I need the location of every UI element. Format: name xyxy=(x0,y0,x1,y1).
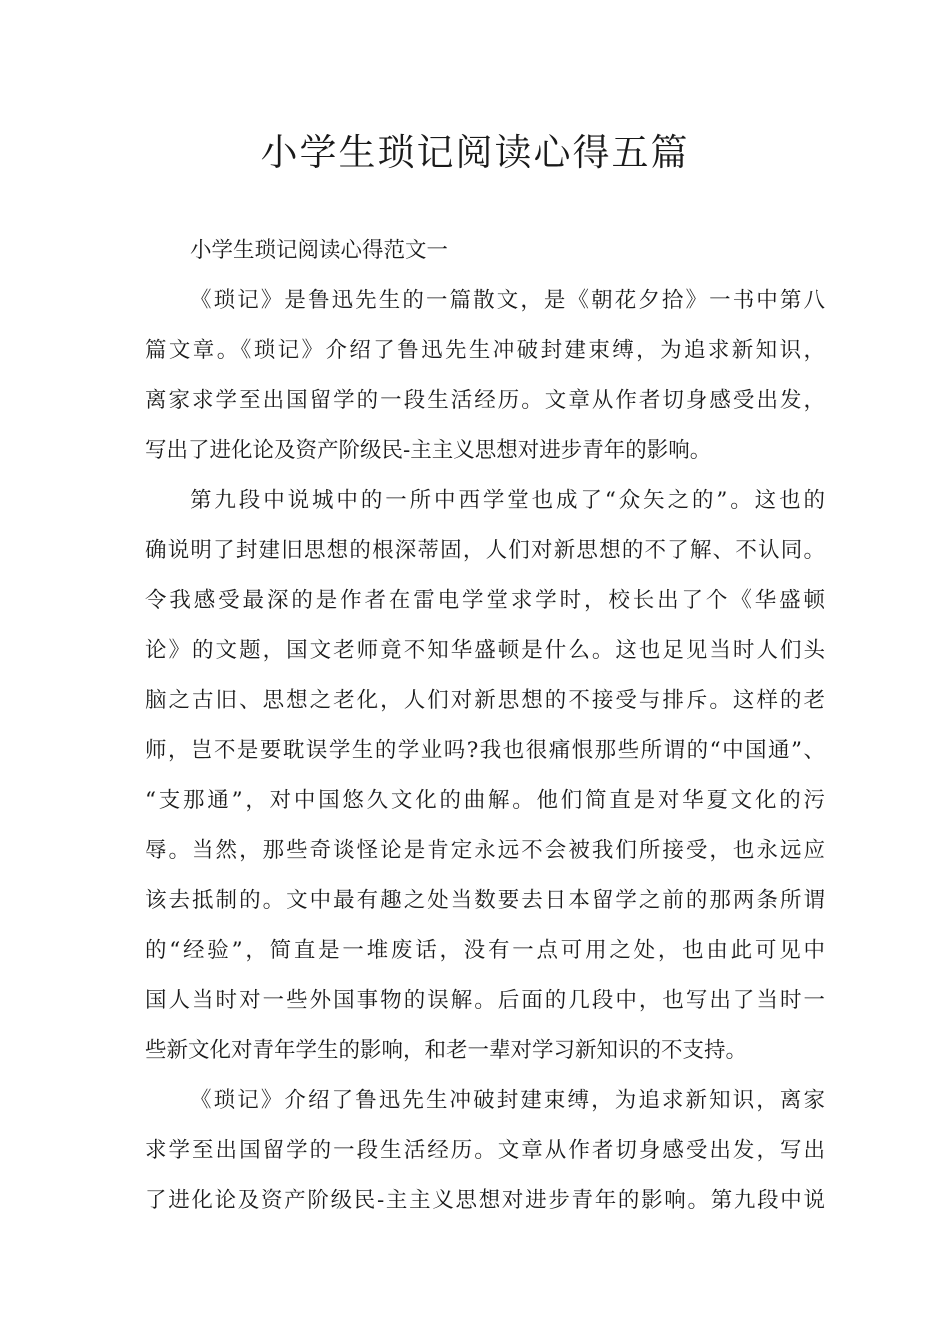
paragraph-line: 《琐记》是鲁迅先生的一篇散文，是《朝花夕拾》一书中第八 xyxy=(190,288,825,313)
paragraph-line: 些新文化对青年学生的影响，和老一辈对学习新知识的不支持。 xyxy=(145,1038,748,1063)
paragraph-line: 求学至出国留学的一段生活经历。文章从作者切身感受出发，写出 xyxy=(145,1138,825,1163)
paragraph-line: “支那通”，对中国悠久文化的曲解。他们简直是对华夏文化的污 xyxy=(145,788,825,813)
paragraph-line: 论》的文题，国文老师竟不知华盛顿是什么。这也足见当时人们头 xyxy=(145,638,825,663)
document-title: 小学生琐记阅读心得五篇 xyxy=(260,131,690,174)
paragraph-line: 该去抵制的。文中最有趣之处当数要去日本留学之前的那两条所谓 xyxy=(145,888,825,913)
paragraph-line: 离家求学至出国留学的一段生活经历。文章从作者切身感受出发， xyxy=(145,388,825,413)
paragraph-line: 师，岂不是要耽误学生的学业吗?我也很痛恨那些所谓的“中国通”、 xyxy=(145,738,825,763)
paragraph-line: 篇文章。《琐记》介绍了鲁迅先生冲破封建束缚，为追求新知识， xyxy=(145,338,825,363)
paragraph-line: 国人当时对一些外国事物的误解。后面的几段中，也写出了当时一 xyxy=(145,988,825,1013)
paragraph-3 xyxy=(145,1076,825,1226)
paragraph-1 xyxy=(145,276,825,476)
paragraph-line: 第九段中说城中的一所中西学堂也成了“众矢之的”。这也的 xyxy=(190,488,825,513)
paragraph-line: 了进化论及资产阶级民-主主义思想对进步青年的影响。第九段中说 xyxy=(145,1188,825,1213)
paragraph-line: 辱。当然，那些奇谈怪论是肯定永远不会被我们所接受，也永远应 xyxy=(145,838,825,863)
paragraph-2 xyxy=(145,476,825,1076)
paragraph-line: 确说明了封建旧思想的根深蒂固，人们对新思想的不了解、不认同。 xyxy=(145,538,825,563)
paragraph-line: 脑之古旧、思想之老化，人们对新思想的不接受与排斥。这样的老 xyxy=(145,688,825,713)
document-body xyxy=(145,226,825,1226)
paragraph-line: 令我感受最深的是作者在雷电学堂求学时，校长出了个《华盛顿 xyxy=(145,588,825,613)
paragraph-line: 写出了进化论及资产阶级民-主主义思想对进步青年的影响。 xyxy=(145,438,712,463)
section-heading: 小学生琐记阅读心得范文一 xyxy=(190,238,449,263)
paragraph-line: 的“经验”，简直是一堆废话，没有一点可用之处，也由此可见中 xyxy=(145,938,825,963)
paragraph-line: 《琐记》介绍了鲁迅先生冲破封建束缚，为追求新知识，离家 xyxy=(190,1088,825,1113)
